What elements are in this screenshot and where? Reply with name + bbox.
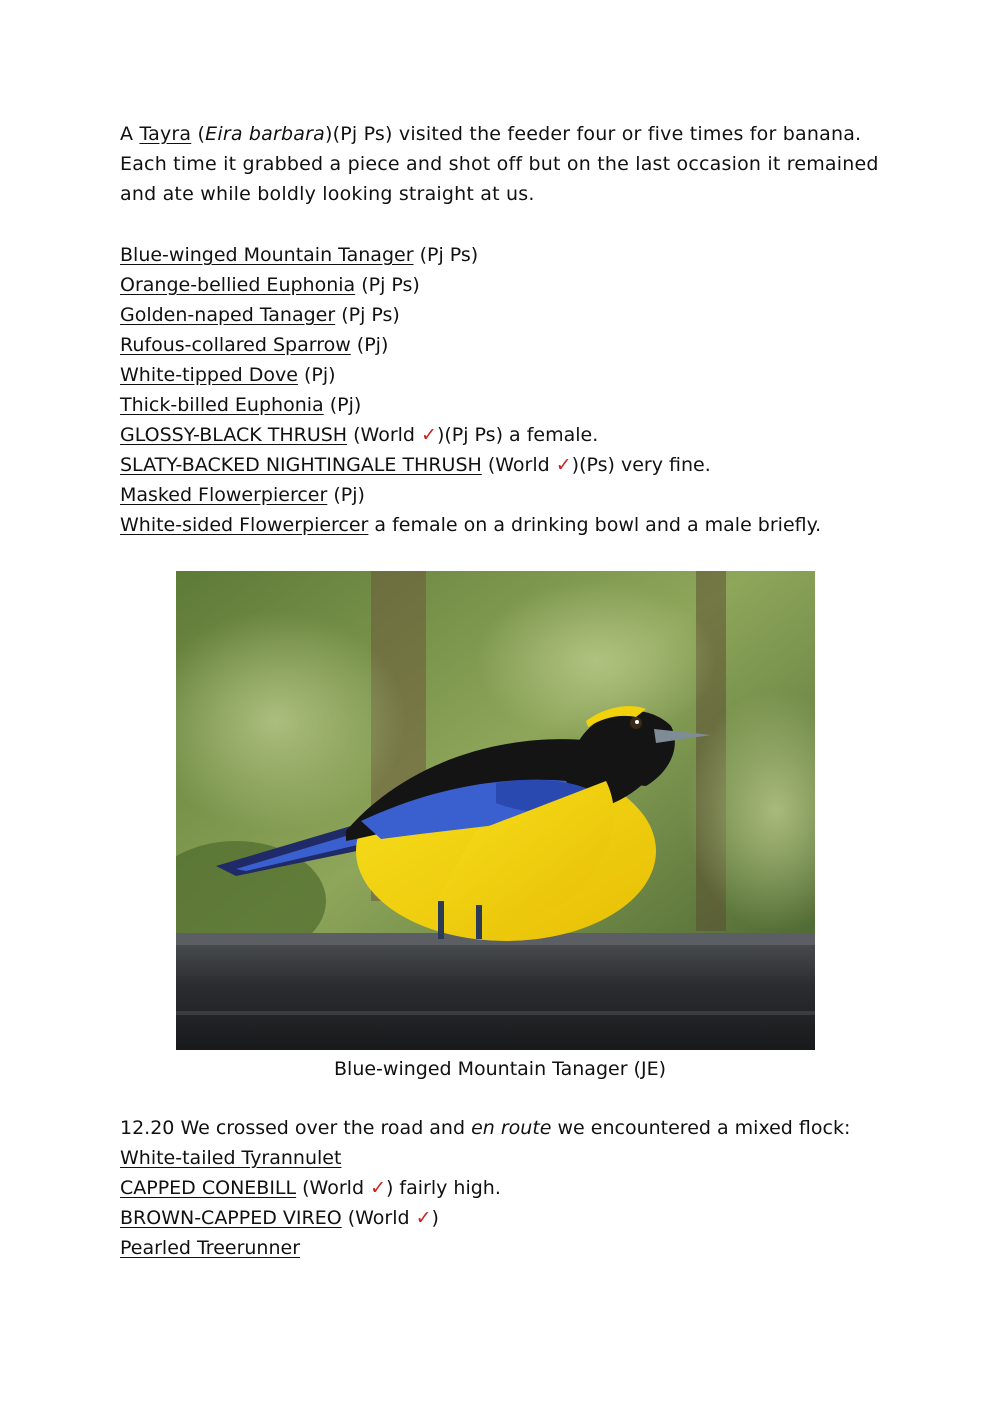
section-2-text-after: we encountered a mixed flock: xyxy=(551,1117,851,1139)
species-note: ) fairly high. xyxy=(385,1177,501,1199)
species-name: BROWN-CAPPED VIREO xyxy=(120,1207,342,1229)
species-note: )(Pj Ps) a female. xyxy=(436,424,599,446)
list-item xyxy=(120,1143,880,1173)
species-note: (Pj Ps) xyxy=(355,274,420,296)
intro-open-paren: ( xyxy=(197,123,206,145)
list-item xyxy=(120,420,880,450)
species-note: (Pj) xyxy=(323,394,362,416)
species-note: (Pj) xyxy=(297,364,336,386)
tick-icon: ✓ xyxy=(555,454,572,476)
list-item xyxy=(120,270,880,300)
world-prefix: (World xyxy=(296,1177,371,1199)
species-list-1 xyxy=(120,240,880,540)
species-note: (Pj) xyxy=(327,484,365,506)
photo-caption: Blue-winged Mountain Tanager (JE) xyxy=(334,1058,666,1080)
list-item xyxy=(120,510,880,540)
species-note: (Pj Ps) xyxy=(413,244,479,266)
tick-icon: ✓ xyxy=(370,1177,386,1199)
intro-word-a: A xyxy=(120,123,134,145)
species-name: Masked Flowerpiercer xyxy=(120,484,328,506)
section-2-time: 12.20 xyxy=(120,1117,175,1139)
species-name: Pearled Treerunner xyxy=(120,1237,301,1259)
list-item xyxy=(120,390,880,420)
species-name: White-sided Flowerpiercer xyxy=(120,514,369,536)
species-name: Blue-winged Mountain Tanager xyxy=(120,244,414,266)
species-note: )(Ps) very fine. xyxy=(571,454,711,476)
tanager-photo xyxy=(176,571,815,1050)
species-name: GLOSSY-BLACK THRUSH xyxy=(120,424,348,446)
species-name: Rufous-collared Sparrow xyxy=(120,334,351,356)
species-name: Golden-naped Tanager xyxy=(120,304,336,326)
list-item xyxy=(120,1173,880,1203)
species-note: ) xyxy=(431,1207,439,1229)
world-prefix: (World xyxy=(481,454,556,476)
list-item xyxy=(120,480,880,510)
species-list-2 xyxy=(120,1143,880,1263)
list-item xyxy=(120,300,880,330)
world-prefix: (World xyxy=(347,424,422,446)
species-name: CAPPED CONEBILL xyxy=(120,1177,297,1199)
species-name: White-tailed Tyrannulet xyxy=(120,1147,342,1169)
scientific-name: Eira barbara xyxy=(205,123,325,145)
species-list-1-section xyxy=(120,240,880,540)
tanager-illustration xyxy=(176,571,815,1050)
species-name: White-tipped Dove xyxy=(120,364,298,386)
list-item xyxy=(120,450,880,480)
intro-body-text: )(Pj Ps) visited the feeder four or five times for banana. Each time it grabbed a piece and shot off but on the last occasion it remained and ate while boldly looking straight at us. xyxy=(120,123,879,205)
section-2-italic: en route xyxy=(471,1117,552,1139)
intro-paragraph xyxy=(120,119,880,209)
section-2-intro xyxy=(120,1113,880,1143)
list-item xyxy=(120,240,880,270)
species-name: SLATY-BACKED NIGHTINGALE THRUSH xyxy=(120,454,482,476)
list-item xyxy=(120,330,880,360)
tick-icon: ✓ xyxy=(421,424,437,446)
list-item xyxy=(120,360,880,390)
species-name: Orange-bellied Euphonia xyxy=(120,274,356,296)
list-item xyxy=(120,1233,880,1263)
list-item xyxy=(120,1203,880,1233)
species-note: (Pj) xyxy=(350,334,389,356)
section-2-text-before: We crossed over the road and xyxy=(174,1117,472,1139)
tick-icon: ✓ xyxy=(415,1207,432,1229)
species-note: (Pj Ps) xyxy=(335,304,400,326)
tayra-link: Tayra xyxy=(139,123,192,145)
species-note: a female on a drinking bowl and a male briefly. xyxy=(368,514,822,536)
intro-section xyxy=(120,119,880,209)
world-prefix: (World xyxy=(341,1207,416,1229)
section-2 xyxy=(120,1113,880,1263)
species-name: Thick-billed Euphonia xyxy=(120,394,324,416)
